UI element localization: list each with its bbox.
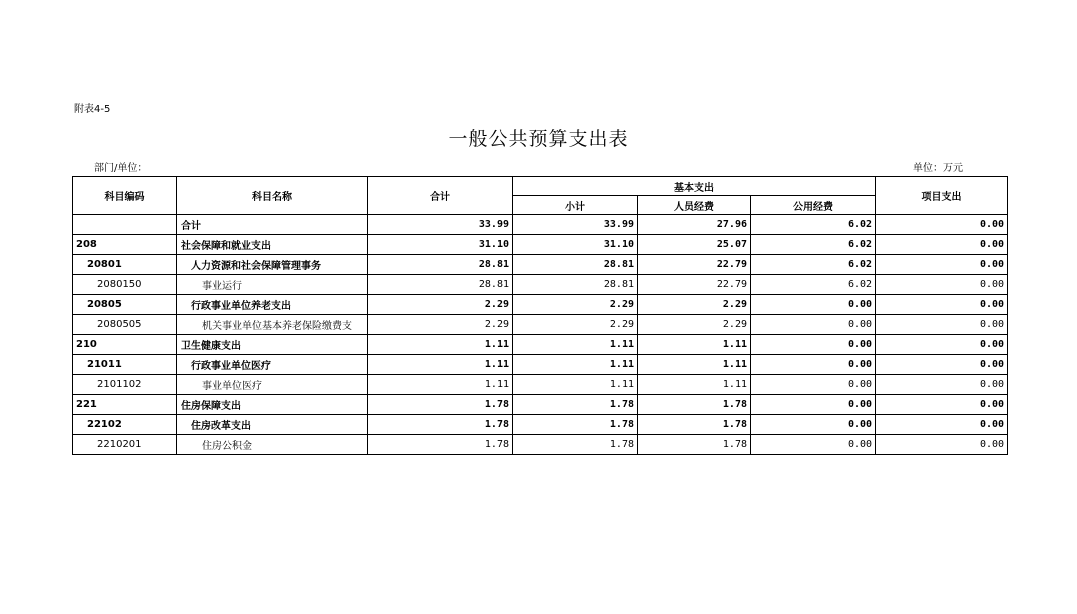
cell-personnel: 27.96 <box>638 215 751 235</box>
cell-subtotal: 1.11 <box>513 335 638 355</box>
cell-code: 221 <box>73 395 177 415</box>
unit-label: 单位：万元 <box>913 163 963 174</box>
cell-project: 0.00 <box>876 275 1008 295</box>
header-basic-expenditure: 基本支出 <box>513 177 876 196</box>
cell-total: 1.78 <box>368 395 513 415</box>
cell-subtotal: 31.10 <box>513 235 638 255</box>
cell-personnel: 1.11 <box>638 335 751 355</box>
cell-project: 0.00 <box>876 395 1008 415</box>
cell-total: 1.11 <box>368 375 513 395</box>
cell-project: 0.00 <box>876 335 1008 355</box>
cell-total: 28.81 <box>368 255 513 275</box>
table-row <box>73 215 1008 235</box>
cell-total: 31.10 <box>368 235 513 255</box>
page-title: 一般公共预算支出表 <box>448 128 629 150</box>
table-row <box>73 235 1008 255</box>
cell-personnel: 1.11 <box>638 355 751 375</box>
cell-public: 6.02 <box>751 235 876 255</box>
cell-subtotal: 1.78 <box>513 435 638 455</box>
cell-personnel: 2.29 <box>638 315 751 335</box>
cell-personnel: 1.78 <box>638 395 751 415</box>
cell-personnel: 2.29 <box>638 295 751 315</box>
cell-total: 2.29 <box>368 295 513 315</box>
attachment-label: 附表4-5 <box>74 104 111 115</box>
cell-personnel: 1.78 <box>638 415 751 435</box>
cell-code: 22102 <box>73 415 177 435</box>
cell-project: 0.00 <box>876 255 1008 275</box>
cell-subtotal: 1.78 <box>513 395 638 415</box>
table-row <box>73 395 1008 415</box>
cell-public: 6.02 <box>751 255 876 275</box>
cell-public: 0.00 <box>751 415 876 435</box>
cell-personnel: 1.78 <box>638 435 751 455</box>
cell-total: 33.99 <box>368 215 513 235</box>
cell-name: 人力资源和社会保障管理事务 <box>177 255 368 275</box>
cell-subtotal: 33.99 <box>513 215 638 235</box>
cell-public: 6.02 <box>751 215 876 235</box>
cell-code: 20805 <box>73 295 177 315</box>
cell-project: 0.00 <box>876 215 1008 235</box>
header-project-expenditure: 项目支出 <box>876 177 1008 215</box>
table-row <box>73 315 1008 335</box>
cell-subtotal: 28.81 <box>513 275 638 295</box>
cell-subtotal: 1.11 <box>513 355 638 375</box>
cell-public: 0.00 <box>751 315 876 335</box>
cell-name: 行政事业单位医疗 <box>177 355 368 375</box>
cell-name: 行政事业单位养老支出 <box>177 295 368 315</box>
cell-name: 机关事业单位基本养老保险缴费支 <box>177 315 368 335</box>
cell-code: 2080150 <box>73 275 177 295</box>
header-total: 合计 <box>368 177 513 215</box>
cell-personnel: 22.79 <box>638 275 751 295</box>
cell-total: 2.29 <box>368 315 513 335</box>
budget-expenditure-table <box>72 176 1008 455</box>
cell-project: 0.00 <box>876 235 1008 255</box>
cell-code: 2101102 <box>73 375 177 395</box>
header-personnel: 人员经费 <box>638 196 751 215</box>
cell-project: 0.00 <box>876 415 1008 435</box>
cell-public: 0.00 <box>751 375 876 395</box>
cell-public: 0.00 <box>751 295 876 315</box>
cell-total: 28.81 <box>368 275 513 295</box>
cell-public: 6.02 <box>751 275 876 295</box>
cell-public: 0.00 <box>751 335 876 355</box>
cell-project: 0.00 <box>876 315 1008 335</box>
cell-name: 住房保障支出 <box>177 395 368 415</box>
cell-subtotal: 1.78 <box>513 415 638 435</box>
cell-name: 住房改革支出 <box>177 415 368 435</box>
cell-subtotal: 2.29 <box>513 315 638 335</box>
cell-name: 社会保障和就业支出 <box>177 235 368 255</box>
cell-project: 0.00 <box>876 435 1008 455</box>
table-row <box>73 335 1008 355</box>
cell-subtotal: 1.11 <box>513 375 638 395</box>
table-row <box>73 295 1008 315</box>
cell-public: 0.00 <box>751 355 876 375</box>
cell-project: 0.00 <box>876 295 1008 315</box>
table-row <box>73 255 1008 275</box>
header-name: 科目名称 <box>177 177 368 215</box>
cell-personnel: 25.07 <box>638 235 751 255</box>
table-row <box>73 375 1008 395</box>
cell-code: 210 <box>73 335 177 355</box>
cell-public: 0.00 <box>751 435 876 455</box>
cell-name: 合计 <box>177 215 368 235</box>
header-code: 科目编码 <box>73 177 177 215</box>
header-subtotal: 小计 <box>513 196 638 215</box>
header-public: 公用经费 <box>751 196 876 215</box>
table-row <box>73 275 1008 295</box>
cell-code <box>73 215 177 235</box>
cell-public: 0.00 <box>751 395 876 415</box>
cell-total: 1.11 <box>368 335 513 355</box>
table-row <box>73 355 1008 375</box>
department-label: 部门/单位： <box>94 163 148 174</box>
cell-project: 0.00 <box>876 375 1008 395</box>
cell-name: 卫生健康支出 <box>177 335 368 355</box>
table-row <box>73 415 1008 435</box>
cell-subtotal: 2.29 <box>513 295 638 315</box>
cell-code: 2080505 <box>73 315 177 335</box>
cell-code: 2210201 <box>73 435 177 455</box>
cell-total: 1.11 <box>368 355 513 375</box>
table-row <box>73 435 1008 455</box>
cell-project: 0.00 <box>876 355 1008 375</box>
cell-name: 事业运行 <box>177 275 368 295</box>
cell-total: 1.78 <box>368 415 513 435</box>
table-body <box>73 215 1008 455</box>
cell-code: 20801 <box>73 255 177 275</box>
cell-code: 208 <box>73 235 177 255</box>
cell-personnel: 22.79 <box>638 255 751 275</box>
cell-personnel: 1.11 <box>638 375 751 395</box>
cell-name: 住房公积金 <box>177 435 368 455</box>
cell-subtotal: 28.81 <box>513 255 638 275</box>
cell-code: 21011 <box>73 355 177 375</box>
cell-total: 1.78 <box>368 435 513 455</box>
cell-name: 事业单位医疗 <box>177 375 368 395</box>
